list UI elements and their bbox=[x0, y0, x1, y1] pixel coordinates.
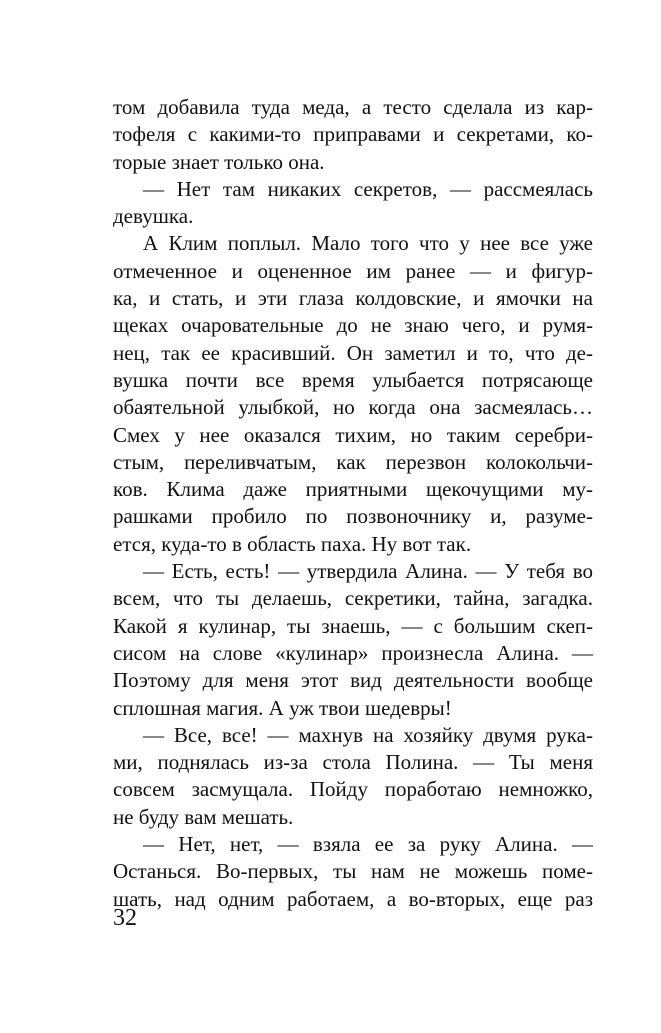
text-line: щеках очаровательные до не знаю чего, и румя- bbox=[113, 313, 593, 338]
text-line: А Клим поплыл. Мало того что у нее все уже bbox=[143, 231, 593, 256]
text-line: ков. Клима даже приятными щекочущими му- bbox=[113, 477, 593, 502]
text-line: Какой я кулинар, ты знаешь, — с большим скеп- bbox=[113, 613, 593, 638]
text-line: Поэтому для меня этот вид деятельности вообще bbox=[113, 668, 593, 693]
text-line: Смех у нее оказался тихим, но таким серебри- bbox=[113, 422, 593, 447]
text-line: торые знает только она. bbox=[113, 149, 325, 174]
page-number: 32 bbox=[113, 905, 137, 931]
text-line: не буду вам мешать. bbox=[113, 804, 294, 829]
text-line: — Есть, есть! — утвердила Алина. — У тебя во bbox=[143, 559, 593, 584]
text-line: Останься. Во-первых, ты нам не можешь поме- bbox=[113, 859, 593, 884]
text-line: том добавила туда меда, а тесто сделала из кар- bbox=[113, 95, 593, 119]
text-line: — Нет, нет, — взяла ее за руку Алина. — bbox=[143, 832, 593, 857]
text-line: — Все, все! — махнув на хозяйку двумя рука- bbox=[143, 722, 593, 747]
text-line: всем, что ты делаешь, секретики, тайна, загадка. bbox=[113, 586, 593, 611]
text-line: сисом на слове «кулинар» произнесла Алина. — bbox=[113, 640, 593, 665]
text-line: ми, поднялась из-за стола Полина. — Ты меня bbox=[113, 750, 593, 775]
text-line: обаятельной улыбкой, но когда она засмеялась… bbox=[113, 395, 593, 420]
text-line: рашками пробило по позвоночнику и, разуме- bbox=[113, 504, 593, 529]
text-line: стым, переливчатым, как перезвон колокольчи- bbox=[113, 449, 593, 474]
text-line: совсем засмущала. Пойду поработаю немножко, bbox=[113, 777, 593, 802]
text-line: — Нет там никаких секретов, — рассмеялась bbox=[143, 176, 593, 201]
body-text bbox=[113, 94, 593, 913]
text-line: сплошная магия. А уж твои шедевры! bbox=[113, 695, 452, 720]
text-line: девушка. bbox=[113, 204, 194, 229]
text-line: тофеля с какими-то приправами и секретами, ко- bbox=[113, 122, 593, 147]
text-line: ка, и стать, и эти глаза колдовские, и ямочки на bbox=[113, 286, 593, 311]
text-line: нец, так ее красивший. Он заметил и то, что де- bbox=[113, 340, 593, 365]
text-line: шать, над одним работаем, а во-вторых, еще раз bbox=[113, 886, 593, 911]
text-line: вушка почти все время улыбается потрясающе bbox=[113, 367, 593, 392]
text-line: ется, куда-то в область паха. Ну вот так. bbox=[113, 531, 472, 556]
text-line: отмеченное и оцененное им ранее — и фигур- bbox=[113, 258, 593, 283]
